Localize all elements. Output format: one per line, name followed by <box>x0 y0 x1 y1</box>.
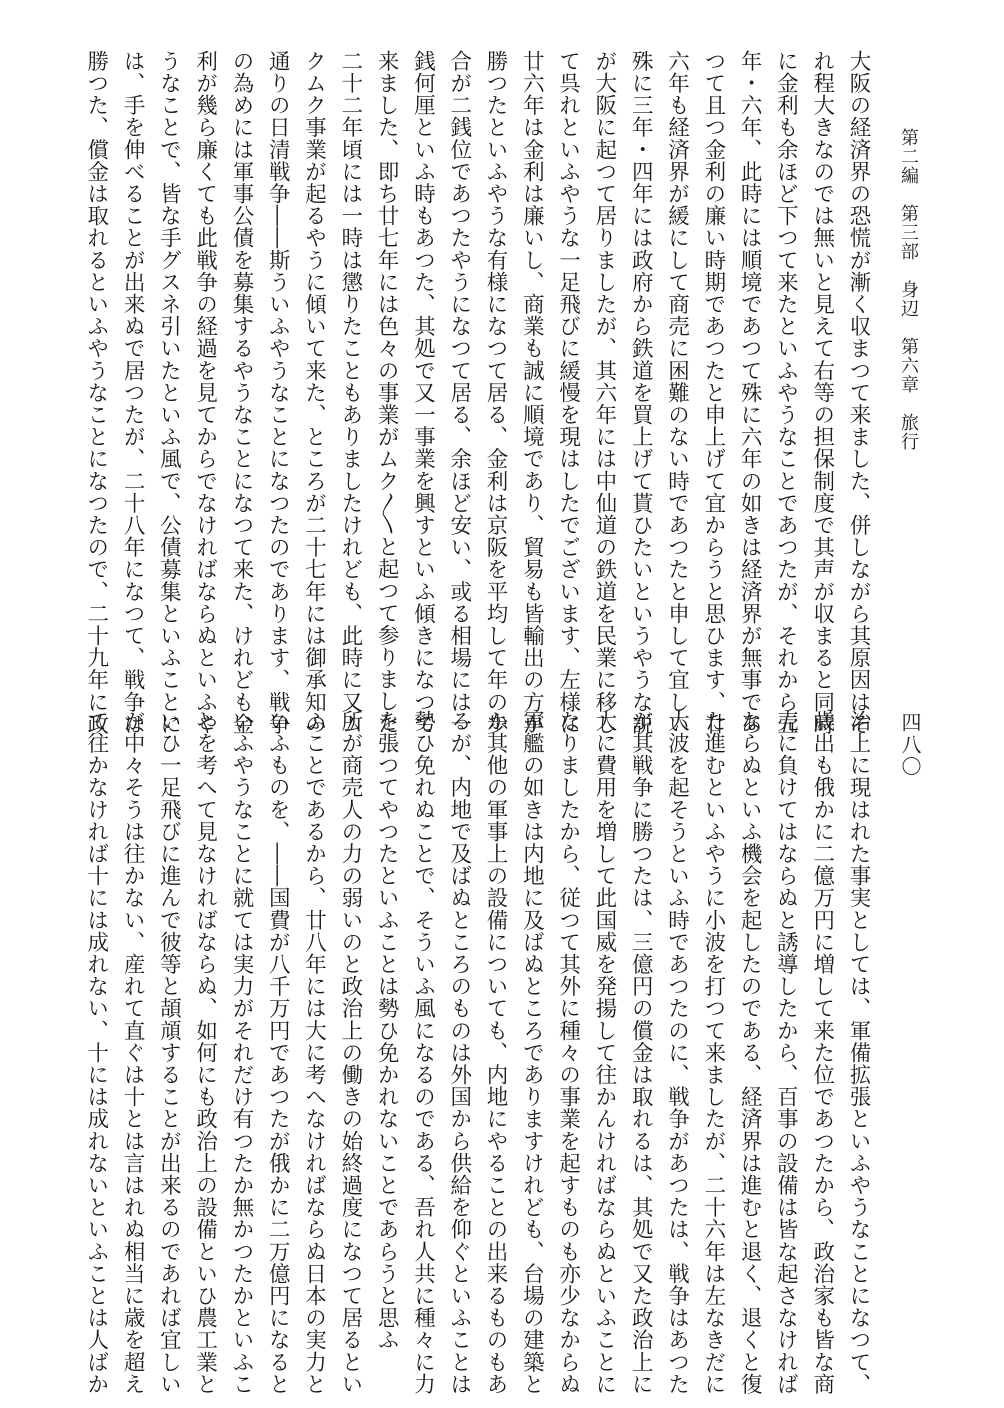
running-head: 第二編 第三部 身辺 第六章 旅行 <box>898 128 919 451</box>
page-number: 四八〇 <box>898 712 922 778</box>
upper-text-block: 大阪の経済界の恐慌が漸く収まつて来ました、併しながら其原因はそ れ程大きなのでは無いと見えて右等の担保制度で其声が収まると同時 に金利も余ほど下つて来たといふやうなことであつたが、それから五 年・六年、此時には順境であつて殊に六年の如きは経済界が無事であ つて且つ金利の廉い時期であつたと申上げて宜からうと思ひます、廿 六年も経済界が緩にして商売に困難のない時であつたと申して宜しい 殊に三年・四年には政府から鉄道を買上げて貰ひたいというやうな説 が大阪に起つて居りましたが、其六年には中仙道の鉄道を民業に移し て呉れといふやうな一足飛びに緩慢を現はしたでございます、左様に 廿六年は金利は廉いし、商業も誠に順境であり、貿易も皆輸出の方が 勝つたといふやうな有様になつて居る、金利は京阪を平均して年の歩 合が二銭位であつたやうになつて居る、余ほど安い、或る相場には一 銭何厘といふ時もあつた、其処で又一事業を興すといふ傾きになつて 来ました、即ち廿七年には色々の事業がムク〳〵と起つて参りました 二十二年頃には一時は懲りたこともありましたけれども、此時に又ム クムク事業が起るやうに傾いて来た、ところが二十七年には御承知の 通りの日清戦争――斯ういふやうなことになつたのであります、戦争 の為めには軍事公債を募集するやうなことになつて来た、けれども金 利が幾ら廉くても此戦争の経過を見てからでなければならぬといふや うなことで、皆な手グスネ引いたといふ風で、公債募集といふことに は、手を伸べることが出来ぬで居つたが、二十八年になつて、戦争は 勝つた、償金は取れるといふやうなことになつたので、二十九年に政 <box>83 50 871 736</box>
lower-text-block: 治上に現はれた事実としては、軍備拡張といふやうなことになつて、 歳出も俄かに二億万円に増して来た位であつたから、政治家も皆な商 売に負けてはならぬと誘導したから、百事の設備は皆な起さなければ ならぬといふ機会を起したのである、経済界は進むと退く、退くと復 た進むといふやうに小波を打つて来ましたが、二十六年は左なきだに 大波を起そうといふ時であつたのに、戦争があつたは、戦争はあつた が其戦争に勝つたは、三億円の償金は取れるは、其処で又た政治上に 大に費用を増して此国威を発揚して往かんければならぬといふことに なりましたから、従つて其外に種々の事業を起すものも亦少なからぬ 軍艦の如きは内地に及ばぬところでありますけれども、台場の建築と か其他の軍事上の設備についても、内地にやることの出来るものもあ るが、内地で及ばぬところのものは外国から供給を仰ぐといふことは 勢ひ免れぬことで、そういふ風になるのである、吾れ人共に種々に力 を張つてやつたといふことは勢ひ免かれないことであらうと思ふ 所が商売人の力の弱いのと政治上の働きの始終過度になつて居るとい ふことであるから、廿八年には大に考へなければならぬ日本の実力と いふものを、――国費が八千万円であつたが俄かに二万億円になると いふやうなことに就ては実力がそれだけ有つたか無かつたかといふこ とを考へて見なければならぬ、如何にも政治上の設備といひ農工業と いひ一足飛びに進んで彼等と頡頏することが出来るのであれば宜しい が中々そうは往かない、産れて直ぐは十とは言はれぬ相当に歳を超え て往かなければ十には成れない、十には成れないといふことは人ばか <box>83 710 871 1396</box>
